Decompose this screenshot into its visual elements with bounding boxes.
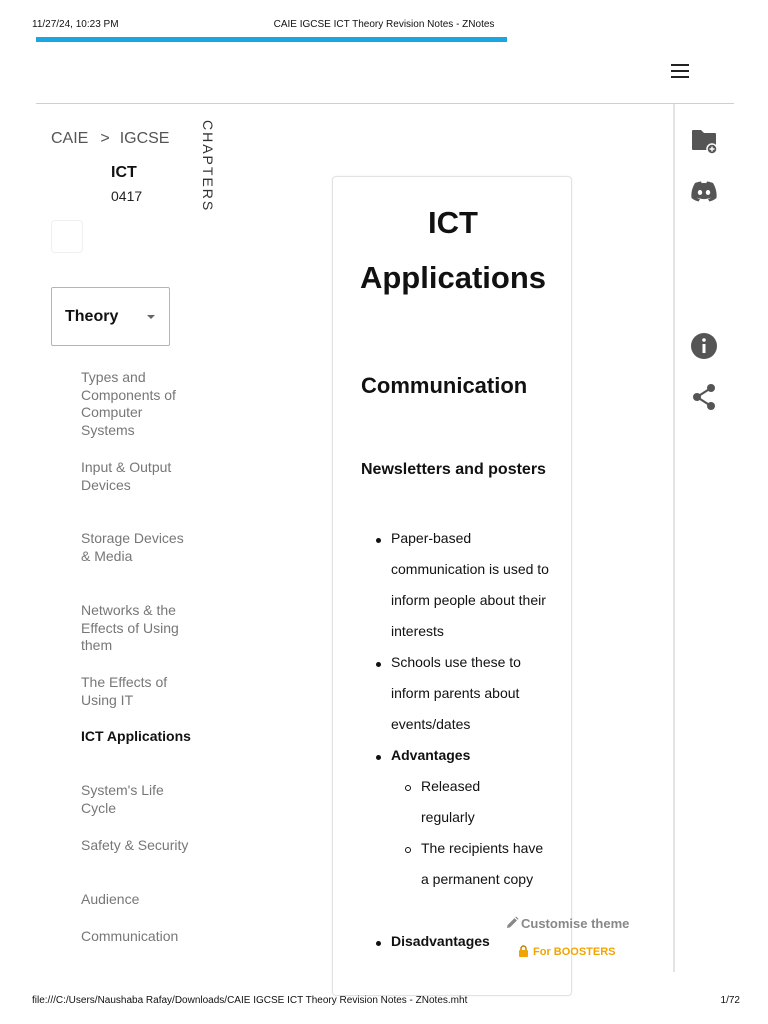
print-datetime: 11/27/24, 10:23 PM — [32, 19, 119, 30]
print-footer — [0, 995, 768, 1009]
sub-bullet-text: Released regularly — [421, 778, 481, 825]
chapter-item[interactable]: The Effects of Using IT — [81, 674, 168, 708]
sub-bullet-ring — [405, 847, 411, 853]
bullet-dot — [376, 941, 381, 946]
chapter-item[interactable]: Storage Devices & Media — [81, 530, 184, 564]
caret-down-icon — [147, 315, 155, 319]
print-page-number: 1/72 — [720, 995, 740, 1006]
sub-bullet-ring — [405, 785, 411, 791]
breadcrumb — [51, 130, 169, 148]
customise-theme-label: Customise theme — [521, 916, 630, 931]
breadcrumb-separator: > — [100, 130, 110, 147]
chapter-item[interactable]: Safety & Security — [81, 837, 189, 853]
folder-add-icon[interactable] — [690, 126, 718, 154]
reading-progress-bar — [36, 37, 734, 42]
bullet-dot — [376, 755, 381, 760]
bullet-text: Paper-based communication is used to inform people about their interests — [391, 530, 549, 639]
customise-theme-button[interactable] — [505, 916, 629, 933]
note-title: ICT Applications — [359, 205, 546, 295]
menu-button[interactable] — [669, 62, 691, 80]
breadcrumb-level[interactable]: IGCSE — [119, 130, 170, 147]
chapter-item[interactable]: Networks & the Effects of Using them — [81, 602, 179, 653]
note-subsection-heading: Newsletters and posters — [361, 461, 546, 478]
sub-bullet-text: The recipients have a permanent copy — [421, 840, 544, 887]
chapters-toggle[interactable]: CHAPTERS — [200, 120, 216, 213]
chapter-item[interactable]: System's Life Cycle — [81, 782, 164, 816]
menu-icon-bar — [671, 70, 689, 72]
discord-icon[interactable] — [690, 180, 718, 208]
bullet-disadvantages: Disadvantages — [391, 933, 490, 949]
chapter-item[interactable]: Types and Components of Computer Systems — [81, 369, 176, 438]
boosters-label: For BOOSTERS — [533, 946, 616, 958]
note-card — [332, 176, 572, 996]
info-icon[interactable] — [690, 332, 718, 360]
chapter-item[interactable]: Communication — [81, 928, 179, 944]
menu-icon-bar — [671, 64, 689, 66]
bullet-dot — [376, 662, 381, 667]
chapter-item[interactable]: Audience — [81, 891, 140, 907]
sidebar-divider — [673, 104, 675, 972]
reading-progress-fill — [36, 37, 507, 42]
section-select[interactable] — [51, 287, 170, 346]
course-code: 0417 — [111, 188, 143, 204]
bullet-text: Schools use these to inform parents about events/dates — [391, 654, 521, 732]
menu-icon-bar — [671, 76, 689, 78]
boosters-link[interactable] — [518, 945, 616, 960]
chapter-item-active[interactable]: ICT Applications — [81, 728, 191, 744]
pencil-icon — [505, 916, 519, 933]
course-name: ICT — [111, 164, 137, 181]
print-file-path: file:///C:/Users/Naushaba Rafay/Downloads/CAIE IGCSE ICT Theory Revision Notes - ZNotes.mht — [32, 995, 468, 1006]
note-section-heading: Communication — [361, 373, 528, 398]
placeholder-box — [51, 220, 83, 253]
bullet-dot — [376, 538, 381, 543]
bullet-advantages: Advantages — [391, 747, 471, 763]
section-select-value: Theory — [65, 308, 119, 325]
print-page-title: CAIE IGCSE ICT Theory Revision Notes - ZNotes — [273, 19, 495, 30]
chapter-item[interactable]: Input & Output Devices — [81, 459, 172, 493]
print-header — [0, 19, 768, 33]
header-divider — [36, 103, 734, 104]
share-icon[interactable] — [690, 383, 718, 411]
lock-icon — [518, 945, 529, 960]
breadcrumb-board[interactable]: CAIE — [51, 130, 89, 147]
